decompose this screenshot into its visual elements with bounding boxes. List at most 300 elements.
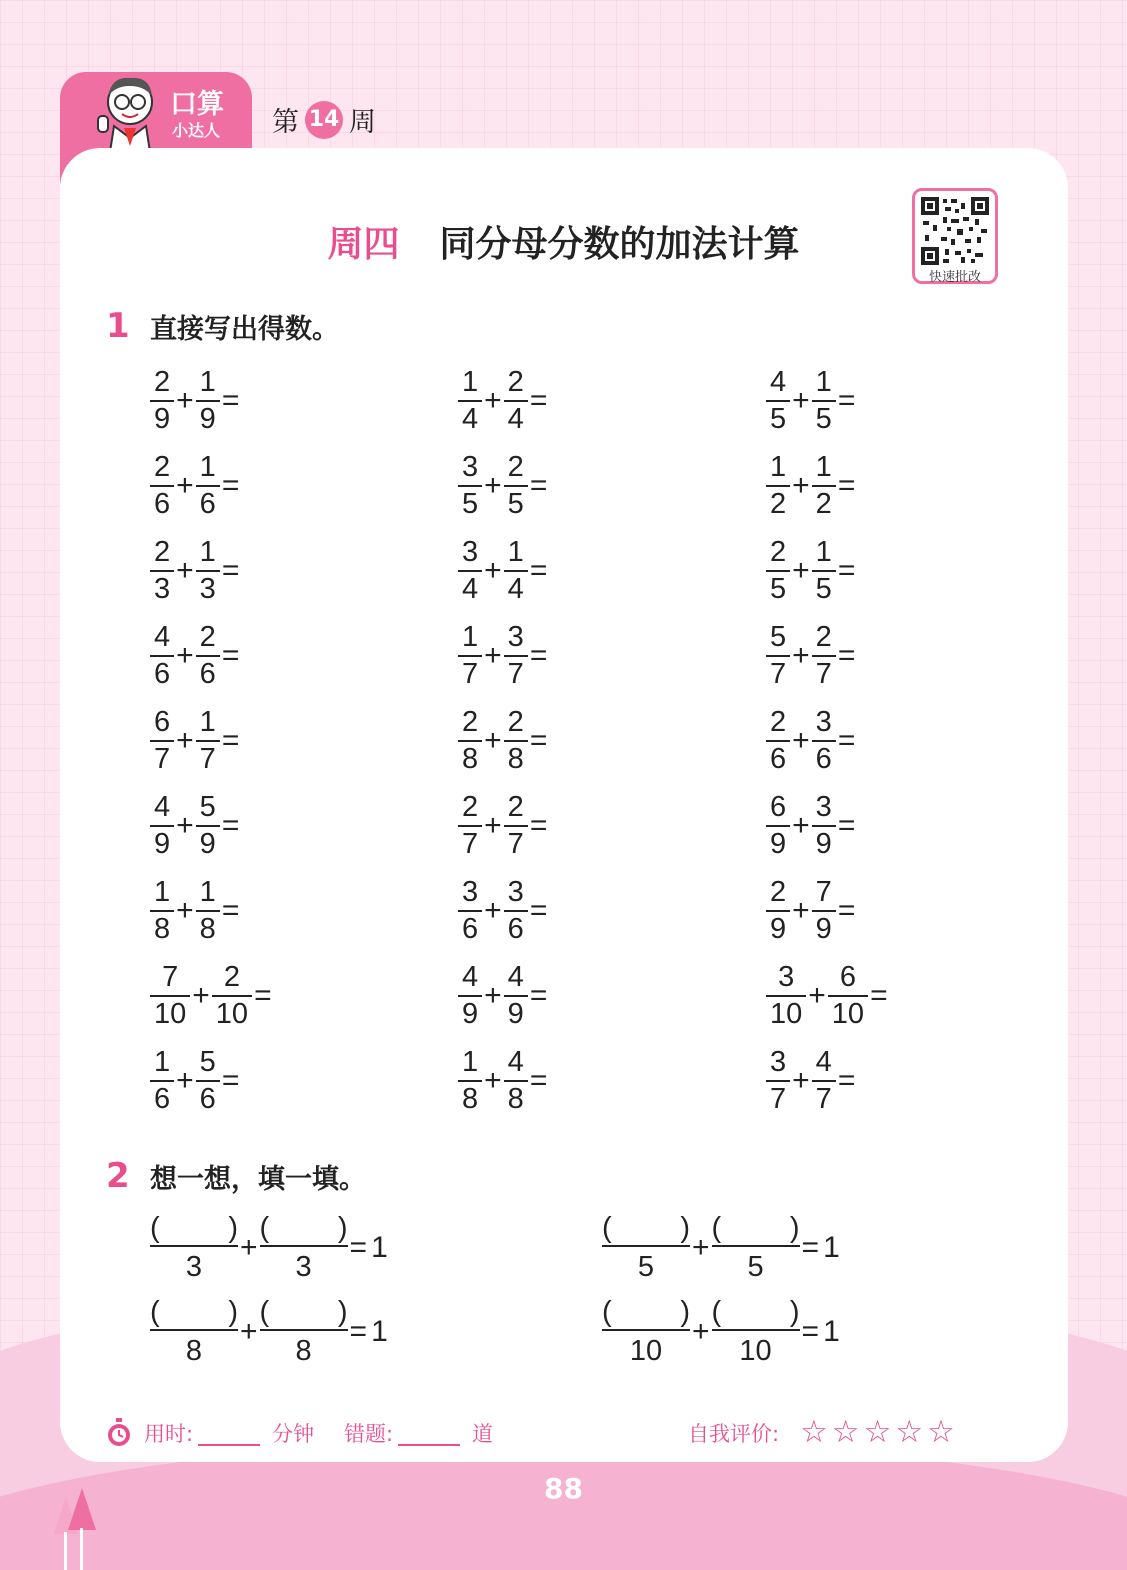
denominator: 8 (462, 1083, 479, 1115)
numerator: 3 (778, 961, 795, 993)
first-fraction (458, 623, 482, 689)
blank-numerator[interactable] (150, 1214, 238, 1245)
equals-sign: = (837, 809, 856, 842)
first-fraction (150, 538, 174, 604)
addition-problem[interactable] (766, 963, 890, 1029)
first-fraction (458, 793, 482, 859)
close-paren: ) (228, 1212, 238, 1244)
plus-sign: + (808, 979, 826, 1012)
second-fraction (196, 878, 220, 944)
equals-sign: = (870, 979, 888, 1012)
addition-problem[interactable] (150, 623, 241, 689)
denominator: 5 (770, 573, 787, 605)
second-fraction (812, 623, 836, 689)
denominator: 4 (507, 573, 524, 605)
denominator: 7 (154, 743, 171, 775)
addition-problem[interactable] (766, 708, 857, 774)
first-fraction (766, 538, 790, 604)
addition-problem[interactable] (458, 538, 549, 604)
time-blank[interactable] (198, 1444, 260, 1446)
denominator: 3 (154, 573, 171, 605)
denominator: 8 (185, 1335, 203, 1367)
week-label (272, 100, 376, 139)
addition-problem[interactable] (458, 453, 549, 519)
section-1-number: 1 (106, 306, 130, 346)
plus-sign: + (792, 469, 810, 502)
section-1-instruction: 直接写出得数。 (150, 313, 339, 345)
second-fraction (504, 368, 528, 434)
denominator: 7 (462, 658, 479, 690)
addition-problem[interactable] (766, 538, 857, 604)
denominator: 4 (462, 573, 479, 605)
plus-sign: + (192, 979, 210, 1012)
denominator: 9 (815, 913, 832, 945)
plus-sign: + (484, 979, 502, 1012)
first-fraction (766, 1048, 790, 1114)
plus-sign: + (484, 809, 502, 842)
addition-problem[interactable] (766, 623, 857, 689)
numerator: 1 (199, 451, 216, 483)
numerator: 3 (507, 621, 524, 653)
numerator: 4 (815, 1046, 832, 1078)
equals-sign: = (801, 1315, 820, 1348)
denominator: 8 (295, 1335, 312, 1367)
plus-sign: + (692, 1315, 710, 1348)
badge-title: 口算 (170, 89, 224, 120)
addition-problem[interactable] (150, 878, 241, 944)
second-fraction (504, 878, 528, 944)
equals-sign: = (529, 469, 548, 502)
equals-sign: = (837, 639, 856, 672)
plus-sign: + (240, 1231, 258, 1264)
blank-numerator[interactable] (712, 1298, 800, 1329)
numerator: 2 (462, 706, 479, 738)
numerator: 3 (507, 876, 524, 908)
blank-numerator[interactable] (602, 1298, 690, 1329)
plus-sign: + (792, 894, 810, 927)
numerator: 3 (770, 1046, 787, 1078)
second-fraction (504, 793, 528, 859)
first-fraction (150, 963, 190, 1029)
blank-numerator[interactable] (260, 1214, 348, 1245)
equals-sign: = (837, 724, 856, 757)
equals-sign: = (837, 469, 856, 502)
denominator: 5 (747, 1251, 764, 1283)
equals-sign: = (221, 894, 240, 927)
denominator: 8 (507, 743, 524, 775)
numerator: 2 (507, 791, 524, 823)
close-paren: ) (789, 1296, 800, 1328)
plus-sign: + (792, 1064, 810, 1097)
numerator: 5 (199, 791, 216, 823)
numerator: 1 (462, 1046, 479, 1078)
equals-sign: = (529, 1064, 548, 1097)
plus-sign: + (240, 1315, 258, 1348)
page-number: 88 (544, 1472, 583, 1505)
second-fraction (504, 623, 528, 689)
addition-problem[interactable] (458, 1048, 549, 1114)
equals-sign: = (529, 809, 548, 842)
plus-sign: + (484, 384, 502, 417)
addition-problem[interactable] (766, 793, 857, 859)
equals-sign: = (349, 1315, 368, 1348)
numerator: 2 (154, 451, 171, 483)
numerator: 3 (815, 791, 832, 823)
self-eval-label: 自我评价: (688, 1422, 780, 1446)
qr-code[interactable] (912, 188, 998, 284)
equals-sign: = (221, 639, 240, 672)
numerator: 1 (815, 536, 832, 568)
numerator: 2 (770, 706, 787, 738)
plus-sign: + (176, 809, 194, 842)
addition-problem[interactable] (150, 368, 241, 434)
denominator: 10 (629, 1335, 663, 1367)
numerator: 3 (462, 536, 479, 568)
first-fraction (458, 368, 482, 434)
rating-stars[interactable]: ☆☆☆☆☆ (800, 1414, 959, 1450)
addition-problem[interactable] (458, 368, 549, 434)
equals-sign: = (221, 554, 240, 587)
numerator: 1 (462, 366, 479, 398)
addition-problem[interactable] (766, 453, 857, 519)
open-paren: ( (150, 1212, 160, 1244)
numerator: 1 (770, 451, 787, 483)
numerator: 2 (154, 366, 171, 398)
section-2-number: 2 (106, 1156, 130, 1196)
close-paren: ) (680, 1296, 690, 1328)
second-fraction (504, 708, 528, 774)
addition-problem[interactable] (458, 963, 549, 1029)
denominator: 10 (215, 998, 249, 1030)
time-label: 用时: (144, 1422, 194, 1446)
numerator: 6 (839, 961, 856, 993)
numerator: 2 (507, 366, 524, 398)
close-paren: ) (337, 1212, 348, 1244)
second-fraction (812, 1048, 836, 1114)
denominator: 8 (199, 913, 216, 945)
denominator: 9 (770, 828, 787, 860)
numerator: 4 (462, 961, 479, 993)
plus-sign: + (176, 894, 194, 927)
open-paren: ( (711, 1296, 722, 1328)
numerator: 1 (199, 876, 216, 908)
numerator: 6 (154, 706, 171, 738)
first-fraction (766, 453, 790, 519)
first-fraction (458, 963, 482, 1029)
first-fraction (766, 623, 790, 689)
addition-problem[interactable] (150, 963, 274, 1029)
equals-sign: = (529, 724, 548, 757)
open-paren: ( (602, 1212, 612, 1244)
denominator: 10 (154, 998, 187, 1030)
denominator: 9 (507, 998, 524, 1030)
denominator: 5 (637, 1251, 655, 1283)
denominator: 6 (507, 913, 524, 945)
equals-sign: = (837, 554, 856, 587)
addition-problem[interactable] (766, 878, 857, 944)
second-fraction (812, 793, 836, 859)
numerator: 6 (770, 791, 787, 823)
second-fraction (196, 623, 220, 689)
equals-sign: = (529, 979, 548, 1012)
second-fraction (828, 963, 868, 1029)
denominator: 6 (770, 743, 787, 775)
qr-code-icon (921, 197, 989, 265)
numerator: 4 (507, 1046, 524, 1078)
plus-sign: + (176, 384, 194, 417)
numerator: 4 (770, 366, 787, 398)
denominator: 7 (199, 743, 216, 775)
denominator: 4 (462, 403, 479, 435)
numerator: 1 (815, 366, 832, 398)
second-fraction (504, 963, 528, 1029)
first-fraction (766, 708, 790, 774)
second-fraction (196, 1048, 220, 1114)
equals-sign: = (221, 1064, 240, 1097)
numerator: 2 (507, 451, 524, 483)
numerator: 2 (462, 791, 479, 823)
numerator: 3 (462, 451, 479, 483)
plus-sign: + (792, 554, 810, 587)
section-1-heading (106, 306, 339, 346)
second-fraction (212, 963, 252, 1029)
addition-problem[interactable] (458, 793, 549, 859)
denominator: 4 (507, 403, 524, 435)
numerator: 1 (462, 621, 479, 653)
numerator: 7 (815, 876, 832, 908)
denominator: 7 (462, 828, 479, 860)
addition-problem[interactable] (150, 453, 241, 519)
denominator: 7 (507, 828, 524, 860)
open-paren: ( (602, 1296, 612, 1328)
mascot-icon (78, 72, 170, 152)
equals-sign: = (529, 384, 548, 417)
denominator: 9 (199, 403, 216, 435)
denominator: 3 (295, 1251, 312, 1283)
badge-subtitle: 小达人 (172, 121, 221, 140)
first-fraction (458, 1048, 482, 1114)
second-fraction (812, 538, 836, 604)
numerator: 2 (815, 621, 832, 653)
time-unit: 分钟 (272, 1422, 314, 1446)
blank-numerator[interactable] (602, 1214, 690, 1245)
week-prefix: 第 (272, 107, 299, 138)
first-fraction (150, 453, 174, 519)
numerator: 3 (815, 706, 832, 738)
denominator: 5 (770, 403, 787, 435)
denominator: 6 (462, 913, 479, 945)
numerator: 4 (507, 961, 524, 993)
equals-sign: = (529, 894, 548, 927)
fill-blank-problem[interactable] (602, 1298, 842, 1366)
numerator: 2 (199, 621, 216, 653)
second-fraction (504, 1048, 528, 1114)
numerator: 1 (199, 366, 216, 398)
second-fraction (504, 453, 528, 519)
first-fraction (150, 623, 174, 689)
plus-sign: + (176, 1064, 194, 1097)
numerator: 2 (770, 536, 787, 568)
errors-blank[interactable] (398, 1444, 460, 1446)
denominator: 9 (770, 913, 787, 945)
numerator: 1 (199, 536, 216, 568)
first-fraction (150, 368, 174, 434)
week-number: 14 (305, 101, 343, 139)
denominator: 7 (815, 658, 832, 690)
first-fraction (150, 708, 174, 774)
plus-sign: + (484, 894, 502, 927)
plus-sign: + (792, 809, 810, 842)
blank-numerator[interactable] (260, 1298, 348, 1329)
plus-sign: + (176, 469, 194, 502)
equals-sign: = (349, 1231, 368, 1264)
denominator: 7 (770, 658, 787, 690)
result-value: 1 (371, 1315, 388, 1348)
first-fraction (458, 453, 482, 519)
open-paren: ( (711, 1212, 722, 1244)
second-blank-fraction[interactable] (260, 1214, 348, 1282)
fill-blank-problem[interactable] (150, 1214, 390, 1282)
blank-numerator[interactable] (712, 1214, 800, 1245)
denominator: 6 (154, 658, 171, 690)
equals-sign: = (221, 384, 240, 417)
result-value: 1 (823, 1231, 840, 1264)
numerator: 1 (815, 451, 832, 483)
numerator: 2 (507, 706, 524, 738)
first-blank-fraction[interactable] (602, 1298, 690, 1366)
denominator: 8 (507, 1083, 524, 1115)
errors-unit: 道 (472, 1422, 493, 1446)
open-paren: ( (150, 1296, 160, 1328)
equals-sign: = (837, 1064, 856, 1097)
denominator: 6 (154, 1083, 171, 1115)
denominator: 6 (154, 488, 171, 520)
plus-sign: + (176, 639, 194, 672)
denominator: 6 (199, 658, 216, 690)
open-paren: ( (259, 1296, 270, 1328)
first-fraction (766, 963, 806, 1029)
addition-problem[interactable] (150, 1048, 241, 1114)
section-2-instruction: 想一想，填一填。 (150, 1163, 366, 1195)
numerator: 3 (462, 876, 479, 908)
plus-sign: + (484, 469, 502, 502)
numerator: 1 (154, 876, 171, 908)
addition-problem[interactable] (766, 1048, 857, 1114)
close-paren: ) (680, 1212, 690, 1244)
first-blank-fraction[interactable] (150, 1214, 238, 1282)
second-blank-fraction[interactable] (260, 1298, 348, 1366)
numerator: 4 (154, 621, 171, 653)
denominator: 9 (815, 828, 832, 860)
first-fraction (766, 878, 790, 944)
second-blank-fraction[interactable] (712, 1214, 800, 1282)
numerator: 7 (162, 961, 179, 993)
denominator: 9 (154, 828, 171, 860)
denominator: 7 (770, 1083, 787, 1115)
second-fraction (196, 453, 220, 519)
addition-problem[interactable] (458, 708, 549, 774)
close-paren: ) (789, 1212, 800, 1244)
addition-problem[interactable] (766, 368, 857, 434)
equals-sign: = (221, 724, 240, 757)
denominator: 6 (199, 488, 216, 520)
first-fraction (150, 1048, 174, 1114)
first-fraction (766, 793, 790, 859)
second-fraction (812, 878, 836, 944)
denominator: 7 (507, 658, 524, 690)
equals-sign: = (221, 469, 240, 502)
result-value: 1 (371, 1231, 388, 1264)
first-blank-fraction[interactable] (602, 1214, 690, 1282)
denominator: 6 (199, 1083, 216, 1115)
denominator: 5 (815, 573, 832, 605)
open-paren: ( (259, 1212, 270, 1244)
plus-sign: + (484, 554, 502, 587)
denominator: 2 (770, 488, 787, 520)
addition-problem[interactable] (150, 793, 241, 859)
numerator: 1 (199, 706, 216, 738)
first-fraction (458, 538, 482, 604)
denominator: 6 (815, 743, 832, 775)
denominator: 3 (199, 573, 216, 605)
first-blank-fraction[interactable] (150, 1298, 238, 1366)
second-fraction (196, 368, 220, 434)
result-value: 1 (823, 1315, 840, 1348)
plus-sign: + (484, 1064, 502, 1097)
first-fraction (458, 878, 482, 944)
first-fraction (458, 708, 482, 774)
first-fraction (766, 368, 790, 434)
addition-problem[interactable] (458, 623, 549, 689)
equals-sign: = (529, 554, 548, 587)
page-title-day: 周四 (327, 224, 400, 265)
blank-numerator[interactable] (150, 1298, 238, 1329)
denominator: 10 (739, 1335, 772, 1367)
second-fraction (504, 538, 528, 604)
plus-sign: + (792, 639, 810, 672)
numerator: 5 (199, 1046, 216, 1078)
numerator: 5 (770, 621, 787, 653)
plus-sign: + (792, 384, 810, 417)
numerator: 1 (507, 536, 524, 568)
first-fraction (150, 793, 174, 859)
fill-blank-problem[interactable] (150, 1298, 390, 1366)
plus-sign: + (692, 1231, 710, 1264)
addition-problem[interactable] (458, 878, 549, 944)
numerator: 2 (770, 876, 787, 908)
first-fraction (150, 878, 174, 944)
addition-problem[interactable] (150, 538, 241, 604)
plus-sign: + (484, 639, 502, 672)
fill-blank-problem[interactable] (602, 1214, 842, 1282)
second-fraction (196, 793, 220, 859)
denominator: 9 (199, 828, 216, 860)
qr-caption: 快速批改 (928, 270, 981, 285)
plus-sign: + (176, 554, 194, 587)
page-title-topic: 同分母分数的加法计算 (439, 224, 800, 265)
second-fraction (812, 708, 836, 774)
second-blank-fraction[interactable] (712, 1298, 800, 1366)
addition-problem[interactable] (150, 708, 241, 774)
denominator: 5 (507, 488, 524, 520)
denominator: 9 (462, 998, 479, 1030)
stopwatch-icon (106, 1418, 132, 1448)
denominator: 5 (462, 488, 479, 520)
numerator: 1 (154, 1046, 171, 1078)
equals-sign: = (221, 809, 240, 842)
errors-label: 错题: (344, 1422, 394, 1446)
plus-sign: + (484, 724, 502, 757)
